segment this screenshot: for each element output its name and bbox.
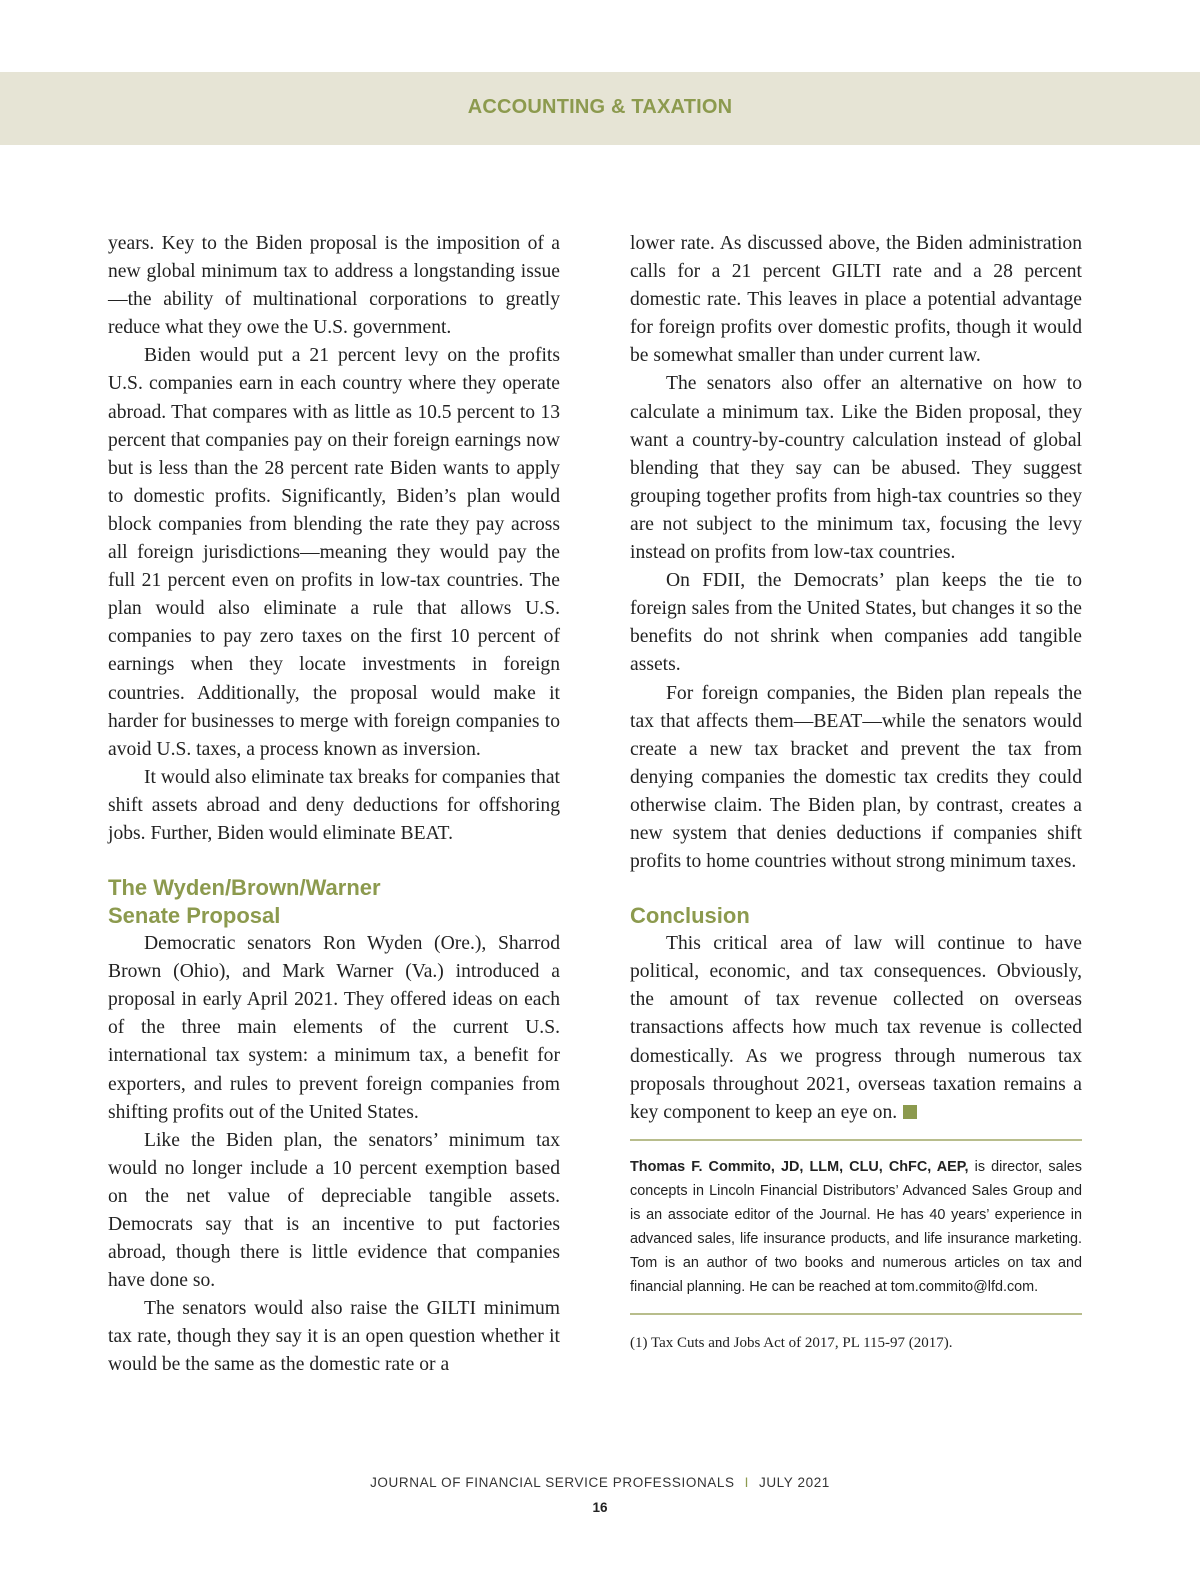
- paragraph: lower rate. As discussed above, the Biden administration calls for a 21 percent GILTI rate and a 28 percent domestic rate. This leaves in place a potential advantage for foreign profits over domestic profits, though it would be somewhat smaller than under current law.: [630, 233, 1082, 367]
- author-bio: [630, 1155, 1082, 1299]
- paragraph: For foreign companies, the Biden plan repeals the tax that affects them—BEAT—while the senators would create a new tax bracket and prevent the tax from denying companies the domestic tax credits they could otherwise claim. The Biden plan, by contrast, creates a new system that denies deductions if companies shift profits to home countries without strong minimum taxes.: [630, 682, 1082, 873]
- paragraph: Democratic senators Ron Wyden (Ore.), Sharrod Brown (Ohio), and Mark Warner (Va.) introduced a proposal in early April 2021. They offered ideas on each of the three main elements of the current U.S. international tax system: a minimum tax, a benefit for exporters, and rules to prevent foreign companies from shifting profits out of the United States.: [108, 933, 560, 1123]
- paragraph: It would also eliminate tax breaks for companies that shift assets abroad and deny deductions for offshoring jobs. Further, Biden would eliminate BEAT.: [108, 766, 560, 844]
- section-title: ACCOUNTING & TAXATION: [467, 96, 733, 118]
- right-column: [630, 230, 1082, 1353]
- footer-separator: I: [744, 1475, 749, 1490]
- footnote: (1) Tax Cuts and Jobs Act of 2017, PL 115-97 (2017).: [630, 1334, 953, 1351]
- page-footer: [0, 1475, 1200, 1490]
- paragraph: years. Key to the Biden proposal is the imposition of a new global minimum tax to address a longstanding issue—the ability of multinational corporations to greatly reduce what they owe the U.S. government.: [108, 233, 560, 339]
- left-column: [108, 230, 560, 1380]
- divider: [630, 1139, 1082, 1141]
- paragraph: The senators also offer an alternative on how to calculate a minimum tax. Like the Biden proposal, they want a country-by-country calculation instead of global blending that they say can be abused. They suggest grouping together profits from high-tax countries so they are not subject to the minimum tax, focusing the levy instead on profits from low-tax countries.: [630, 373, 1082, 564]
- paragraph: On FDII, the Democrats’ plan keeps the tie to foreign sales from the United States, but changes it so the benefits do not shrink when companies add tangible assets.: [630, 570, 1082, 676]
- paragraph: The senators would also raise the GILTI minimum tax rate, though they say it is an open question whether it would be the same as the domestic rate or a: [108, 1298, 560, 1376]
- paragraph: Like the Biden plan, the senators’ minimum tax would no longer include a 10 percent exemption based on the net value of depreciable tangible assets. Democrats say that is an incentive to put factories abroad, though there is little evidence that companies have done so.: [108, 1129, 560, 1292]
- section-heading-line: The Wyden/Brown/Warner: [108, 875, 381, 901]
- issue-date: JULY 2021: [758, 1475, 830, 1490]
- journal-name: JOURNAL OF FINANCIAL SERVICE PROFESSIONALS: [370, 1475, 735, 1490]
- author-bio-text: is director, sales concepts in Lincoln Financial Distributors’ Advanced Sales Group and is an associate editor of the Journal. He has 40 years’ experience in advanced sales, life insurance products, and life insurance marketing. Tom is an author of two books and numerous articles on tax and financial planning. He can be reached at tom.commito@lfd.com.: [630, 1158, 1082, 1295]
- author-name: Thomas F. Commito, JD, LLM, CLU, ChFC, AEP,: [630, 1158, 969, 1175]
- conclusion-text: This critical area of law will continue to have political, economic, and tax consequences. Obviously, the amount of tax revenue collected on overseas transactions affects how much tax revenue is collected domestically. As we progress through numerous tax proposals throughout 2021, overseas taxation remains a key component to keep an eye on.: [630, 933, 1082, 1123]
- page-number: 16: [592, 1500, 608, 1515]
- end-mark-square-icon: [903, 1105, 917, 1119]
- section-heading-line: Senate Proposal: [108, 903, 281, 929]
- section-heading: [108, 874, 560, 930]
- section-heading: Conclusion: [630, 903, 750, 929]
- divider: [630, 1313, 1082, 1315]
- paragraph: Biden would put a 21 percent levy on the profits U.S. companies earn in each country where they operate abroad. That compares with as little as 10.5 percent to 13 percent that companies pay on their foreign earnings now but is less than the 28 percent rate Biden wants to apply to domestic profits. Significantly, Biden’s plan would block companies from blending the rate they pay across all foreign jurisdictions—meaning they would pay the full 21 percent even on profits in low-tax countries. The plan would also eliminate a rule that allows U.S. companies to pay zero taxes on the first 10 percent of earnings when they locate investments in foreign countries. Additionally, the proposal would make it harder for businesses to merge with foreign companies to avoid U.S. taxes, a process known as inversion.: [108, 345, 560, 760]
- paragraph: [630, 930, 1082, 1127]
